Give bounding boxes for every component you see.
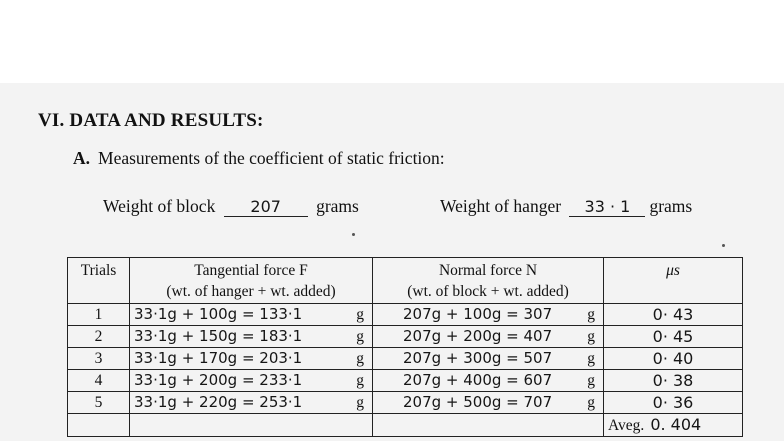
hanger-weight-label: Weight of hanger: [440, 196, 562, 216]
normal-value: 207g + 300g = 507: [403, 349, 553, 367]
table-row: [68, 392, 743, 414]
mu-cell: [604, 348, 743, 370]
tangential-value: 33·1g + 150g = 183·1: [134, 327, 303, 345]
section-title: VI. DATA AND RESULTS:: [38, 110, 264, 131]
speck: [722, 244, 725, 247]
block-weight-value: 207: [250, 197, 281, 216]
subsection-letter: A.: [73, 148, 91, 168]
trial-number: 3: [68, 348, 130, 370]
tangential-value: 33·1g + 220g = 253·1: [134, 393, 303, 411]
hanger-weight-field: [569, 198, 645, 217]
trial-number: 5: [68, 392, 130, 414]
normal-unit: g: [587, 394, 595, 411]
tangential-unit: g: [356, 328, 364, 345]
mu-value: 0· 40: [652, 348, 694, 368]
normal-value: 207g + 400g = 607: [403, 371, 553, 389]
mu-cell: [604, 392, 743, 414]
hanger-weight-value: 33 · 1: [584, 197, 631, 216]
normal-cell: [373, 392, 604, 414]
tangential-value: 33·1g + 100g = 133·1: [134, 305, 303, 323]
normal-value: 207g + 100g = 307: [403, 305, 553, 323]
normal-cell: [373, 304, 604, 326]
mu-value: 0· 45: [652, 326, 694, 346]
friction-data-table: [67, 257, 743, 437]
header-tangential: [130, 258, 373, 304]
block-weight-line: [103, 196, 359, 217]
hanger-weight-unit: grams: [649, 196, 693, 216]
mu-value: 0· 43: [652, 304, 694, 324]
header-normal-line2: (wt. of block + wt. added): [407, 283, 569, 300]
speck: [352, 233, 355, 236]
header-mu: μs: [604, 258, 743, 304]
tangential-unit: g: [356, 306, 364, 323]
tangential-cell: [130, 392, 373, 414]
tangential-value: 33·1g + 200g = 233·1: [134, 371, 303, 389]
mu-value: 0· 36: [652, 392, 694, 412]
subsection-heading: [73, 148, 445, 169]
normal-unit: g: [587, 350, 595, 367]
average-cell: [604, 414, 743, 437]
empty-cell: [130, 414, 373, 437]
normal-cell: [373, 348, 604, 370]
normal-value: 207g + 200g = 407: [403, 327, 553, 345]
block-weight-field: [224, 198, 308, 217]
trial-number: 1: [68, 304, 130, 326]
tangential-cell: [130, 348, 373, 370]
block-weight-label: Weight of block: [103, 196, 216, 216]
normal-unit: g: [587, 306, 595, 323]
tangential-unit: g: [356, 394, 364, 411]
table-row: [68, 348, 743, 370]
normal-cell: [373, 370, 604, 392]
normal-value: 207g + 500g = 707: [403, 393, 553, 411]
header-normal-line1: Normal force N: [438, 262, 538, 279]
table-row: [68, 370, 743, 392]
mu-value: 0· 38: [652, 370, 694, 390]
table-row: [68, 304, 743, 326]
hanger-weight-line: [440, 196, 692, 217]
empty-cell: [373, 414, 604, 437]
header-normal: [373, 258, 604, 304]
tangential-cell: [130, 370, 373, 392]
mu-cell: [604, 304, 743, 326]
mu-cell: [604, 370, 743, 392]
trial-number: 4: [68, 370, 130, 392]
normal-unit: g: [587, 372, 595, 389]
header-tangential-line1: Tangential force F: [194, 262, 308, 279]
normal-unit: g: [587, 328, 595, 345]
tangential-unit: g: [356, 350, 364, 367]
mu-cell: [604, 326, 743, 348]
header-trials: Trials: [68, 258, 130, 304]
normal-cell: [373, 326, 604, 348]
tangential-cell: [130, 326, 373, 348]
table-row: [68, 326, 743, 348]
tangential-unit: g: [356, 372, 364, 389]
block-weight-unit: grams: [316, 196, 359, 216]
header-tangential-line2: (wt. of hanger + wt. added): [166, 283, 336, 300]
table-average-row: [68, 414, 743, 437]
tangential-value: 33·1g + 170g = 203·1: [134, 349, 303, 367]
tangential-cell: [130, 304, 373, 326]
empty-cell: [68, 414, 130, 437]
subsection-text: Measurements of the coefficient of static friction:: [98, 148, 445, 168]
table-header-row: [68, 258, 743, 304]
trial-number: 2: [68, 326, 130, 348]
average-value: 0. 404: [650, 415, 702, 434]
average-label: Aveg.: [608, 417, 645, 434]
